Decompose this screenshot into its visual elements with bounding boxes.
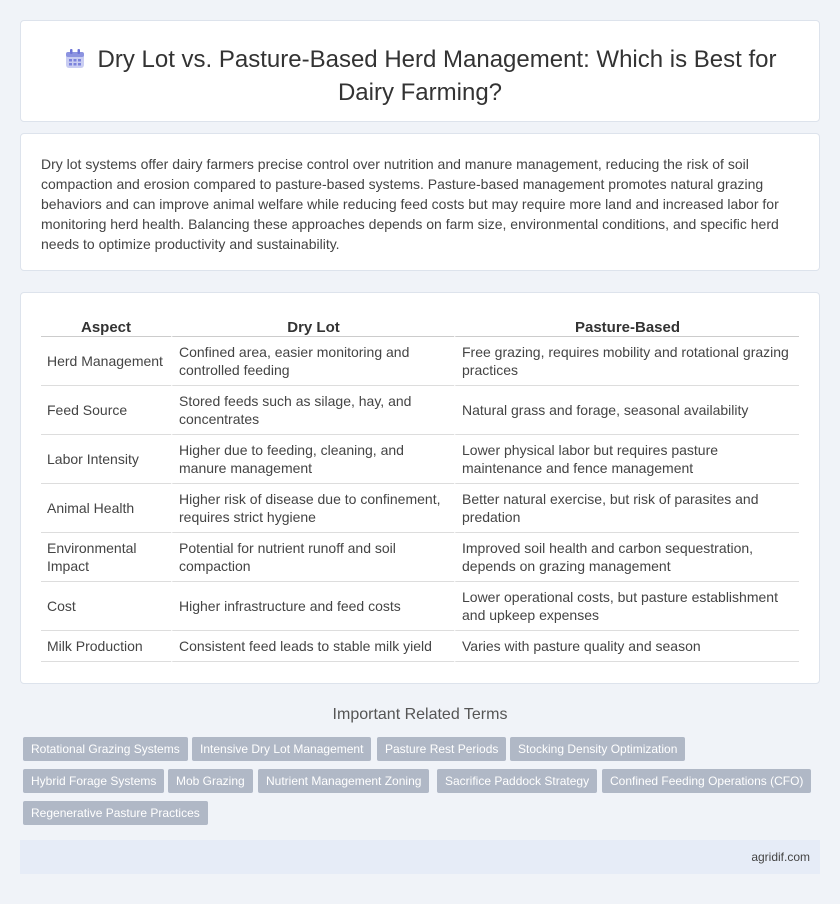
cell-pasture-based: Lower physical labor but requires pasture maintenance and fence management [454, 435, 799, 484]
related-term-tag[interactable]: Stocking Density Optimization [510, 737, 685, 761]
cell-aspect: Cost [41, 582, 171, 631]
related-term-tag[interactable]: Mob Grazing [168, 769, 253, 793]
cell-dry-lot: Confined area, easier monitoring and controlled feeding [171, 337, 454, 386]
comparison-table [41, 315, 799, 662]
title-card [20, 20, 820, 122]
related-terms-title: Important Related Terms [332, 706, 508, 723]
intro-paragraph: Dry lot systems offer dairy farmers precise control over nutrition and manure management, reducing the risk of soil compaction and erosion compared to pasture-based systems. Pasture-based management promotes natural grazing behaviors and can improve animal welfare while reducing feed costs but may require more land and increased labor for monitoring herd health. Balancing these approaches depends on farm size, environmental conditions, and specific herd needs to optimize productivity and sustainability. [41, 156, 779, 252]
table-row [41, 435, 799, 484]
table-header-row [41, 315, 799, 337]
calendar-icon [64, 48, 86, 78]
footer [20, 840, 820, 874]
related-term-tag[interactable]: Regenerative Pasture Practices [23, 801, 208, 825]
table-row [41, 533, 799, 582]
table-row [41, 631, 799, 662]
cell-pasture-based: Varies with pasture quality and season [454, 631, 799, 662]
cell-aspect: Herd Management [41, 337, 171, 386]
header-dry-lot: Dry Lot [171, 315, 454, 337]
cell-dry-lot: Higher due to feeding, cleaning, and manure management [171, 435, 454, 484]
cell-pasture-based: Improved soil health and carbon sequestration, depends on grazing management [454, 533, 799, 582]
header-aspect: Aspect [41, 315, 171, 337]
cell-dry-lot: Potential for nutrient runoff and soil compaction [171, 533, 454, 582]
cell-pasture-based: Free grazing, requires mobility and rotational grazing practices [454, 337, 799, 386]
related-term-tag[interactable]: Pasture Rest Periods [377, 737, 506, 761]
title-line-2: Dairy Farming? [337, 79, 503, 106]
related-term-tag[interactable]: Intensive Dry Lot Management [192, 737, 371, 761]
cell-pasture-based: Better natural exercise, but risk of parasites and predation [454, 484, 799, 533]
comparison-table-card [20, 292, 820, 684]
footer-site-link[interactable]: agridif.com [751, 850, 810, 864]
cell-aspect: Animal Health [41, 484, 171, 533]
intro-card [20, 133, 820, 271]
table-row [41, 484, 799, 533]
table-row [41, 582, 799, 631]
table-row [41, 337, 799, 386]
cell-aspect: Feed Source [41, 386, 171, 435]
page-title [21, 45, 819, 108]
cell-dry-lot: Higher risk of disease due to confinement, requires strict hygiene [171, 484, 454, 533]
related-term-tag[interactable]: Hybrid Forage Systems [23, 769, 164, 793]
title-line-1: Dry Lot vs. Pasture-Based Herd Management: Which is Best for [97, 46, 777, 73]
related-term-tag[interactable]: Sacrifice Paddock Strategy [437, 769, 597, 793]
cell-pasture-based: Lower operational costs, but pasture establishment and upkeep expenses [454, 582, 799, 631]
related-term-tag[interactable]: Confined Feeding Operations (CFO) [602, 769, 811, 793]
related-term-tag[interactable]: Rotational Grazing Systems [23, 737, 188, 761]
related-term-tag[interactable]: Nutrient Management Zoning [258, 769, 429, 793]
table-row [41, 386, 799, 435]
cell-dry-lot: Consistent feed leads to stable milk yield [171, 631, 454, 662]
cell-aspect: Environmental Impact [41, 533, 171, 582]
cell-aspect: Milk Production [41, 631, 171, 662]
header-pasture-based: Pasture-Based [454, 315, 799, 337]
cell-dry-lot: Higher infrastructure and feed costs [171, 582, 454, 631]
cell-dry-lot: Stored feeds such as silage, hay, and concentrates [171, 386, 454, 435]
cell-aspect: Labor Intensity [41, 435, 171, 484]
cell-pasture-based: Natural grass and forage, seasonal availability [454, 386, 799, 435]
